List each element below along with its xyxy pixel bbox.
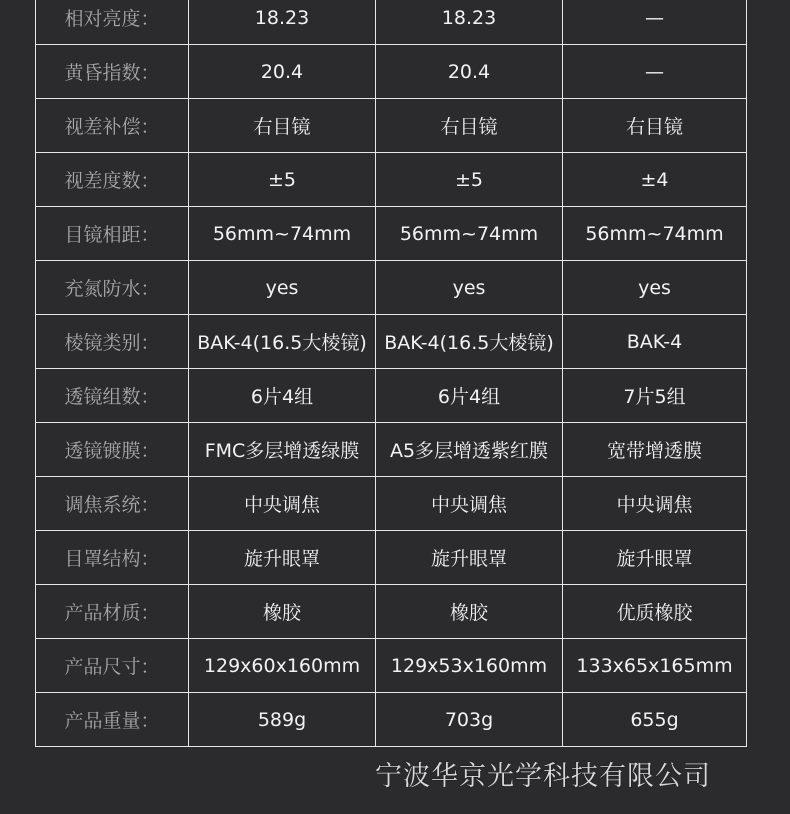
- spec-label: 调焦系统：: [36, 477, 189, 531]
- spec-row: [36, 585, 747, 639]
- spec-value-model-1: 129x60x160mm: [189, 639, 376, 693]
- spec-row: [36, 477, 747, 531]
- spec-value-model-2: A5多层增透紫红膜: [376, 423, 563, 477]
- spec-value-model-1: FMC多层增透绿膜: [189, 423, 376, 477]
- spec-label: 透镜镀膜：: [36, 423, 189, 477]
- company-watermark: 宁波华京光学科技有限公司: [375, 761, 711, 792]
- spec-value-model-3: 中央调焦: [563, 477, 747, 531]
- spec-value-model-3: 56mm~74mm: [563, 207, 747, 261]
- spec-value-model-3: 655g: [563, 693, 747, 747]
- spec-row: [36, 45, 747, 99]
- spec-value-model-1: ±5: [189, 153, 376, 207]
- spec-row: [36, 153, 747, 207]
- spec-row: [36, 99, 747, 153]
- spec-value-model-2: 129x53x160mm: [376, 639, 563, 693]
- spec-value-model-3: 133x65x165mm: [563, 639, 747, 693]
- spec-value-model-3: 宽带增透膜: [563, 423, 747, 477]
- spec-label: 视差度数：: [36, 153, 189, 207]
- spec-value-model-3: —: [563, 0, 747, 45]
- spec-label: 产品材质：: [36, 585, 189, 639]
- spec-value-model-1: 589g: [189, 693, 376, 747]
- spec-value-model-3: 旋升眼罩: [563, 531, 747, 585]
- spec-row: [36, 423, 747, 477]
- spec-label: 目罩结构：: [36, 531, 189, 585]
- spec-value-model-1: 中央调焦: [189, 477, 376, 531]
- spec-value-model-1: 56mm~74mm: [189, 207, 376, 261]
- spec-label: 相对亮度：: [36, 0, 189, 45]
- spec-value-model-1: 20.4: [189, 45, 376, 99]
- spec-value-model-3: 优质橡胶: [563, 585, 747, 639]
- spec-row: [36, 639, 747, 693]
- spec-value-model-2: 旋升眼罩: [376, 531, 563, 585]
- spec-value-model-2: 18.23: [376, 0, 563, 45]
- spec-value-model-2: 703g: [376, 693, 563, 747]
- spec-row: [36, 315, 747, 369]
- spec-row: [36, 261, 747, 315]
- spec-value-model-1: 18.23: [189, 0, 376, 45]
- spec-value-model-3: ±4: [563, 153, 747, 207]
- spec-row: [36, 531, 747, 585]
- spec-value-model-2: 56mm~74mm: [376, 207, 563, 261]
- spec-value-model-3: BAK-4: [563, 315, 747, 369]
- spec-value-model-2: 20.4: [376, 45, 563, 99]
- spec-value-model-1: 橡胶: [189, 585, 376, 639]
- spec-label: 棱镜类别：: [36, 315, 189, 369]
- spec-value-model-1: 6片4组: [189, 369, 376, 423]
- spec-value-model-1: BAK-4(16.5大棱镜): [189, 315, 376, 369]
- spec-value-model-2: 中央调焦: [376, 477, 563, 531]
- spec-label: 视差补偿：: [36, 99, 189, 153]
- spec-value-model-1: 旋升眼罩: [189, 531, 376, 585]
- spec-label: 充氮防水：: [36, 261, 189, 315]
- spec-value-model-1: yes: [189, 261, 376, 315]
- spec-label: 目镜相距：: [36, 207, 189, 261]
- spec-value-model-2: 橡胶: [376, 585, 563, 639]
- spec-label: 产品尺寸：: [36, 639, 189, 693]
- spec-row: [36, 693, 747, 747]
- spec-row: [36, 0, 747, 45]
- spec-table: [35, 0, 747, 747]
- spec-row: [36, 207, 747, 261]
- spec-label: 透镜组数：: [36, 369, 189, 423]
- spec-value-model-2: 右目镜: [376, 99, 563, 153]
- spec-row: [36, 369, 747, 423]
- spec-value-model-2: ±5: [376, 153, 563, 207]
- spec-label: 黄昏指数：: [36, 45, 189, 99]
- spec-value-model-2: yes: [376, 261, 563, 315]
- spec-label: 产品重量：: [36, 693, 189, 747]
- spec-value-model-1: 右目镜: [189, 99, 376, 153]
- spec-value-model-2: BAK-4(16.5大棱镜): [376, 315, 563, 369]
- spec-value-model-2: 6片4组: [376, 369, 563, 423]
- spec-table-body: [36, 0, 747, 747]
- spec-value-model-3: —: [563, 45, 747, 99]
- spec-value-model-3: yes: [563, 261, 747, 315]
- spec-value-model-3: 右目镜: [563, 99, 747, 153]
- spec-value-model-3: 7片5组: [563, 369, 747, 423]
